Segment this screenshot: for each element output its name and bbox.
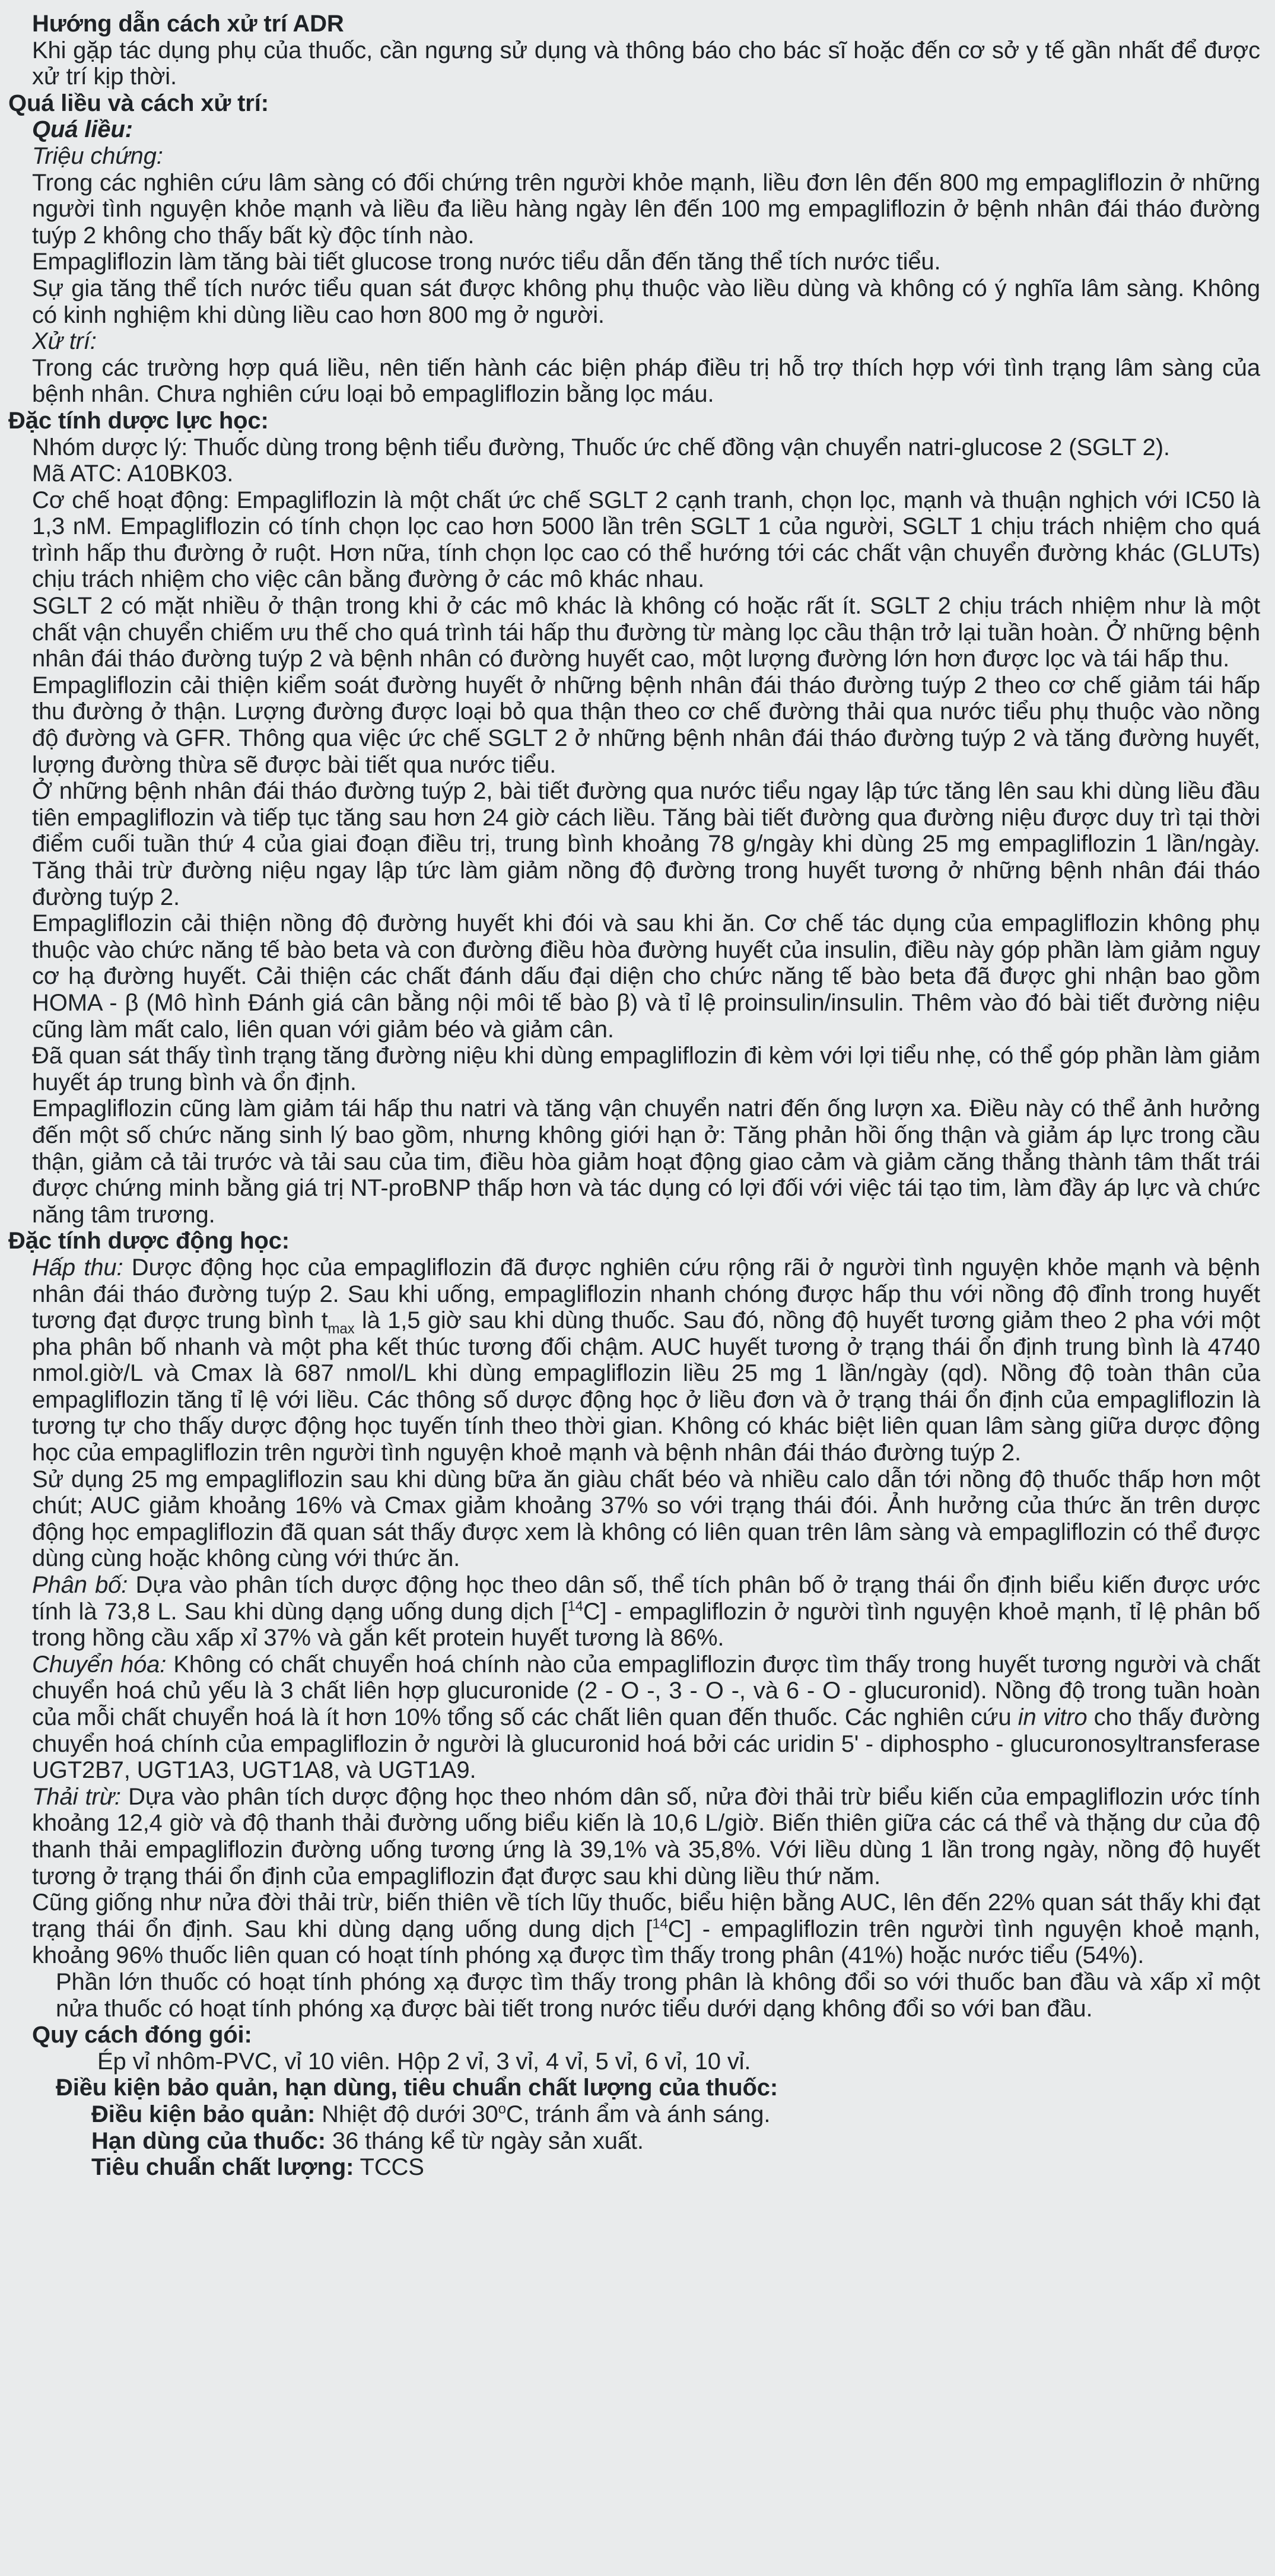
pd-paragraph-4: SGLT 2 có mặt nhiều ở thận trong khi ở các mô khác là không có hoặc rất ít. SGLT 2 chịu trách nhiệm như là một chất vận chuyển chiếm ưu thế cho quá trình tái hấp thu đường từ màng lọc cầu thận trở lại tuần hoàn. Ở những bệnh nhân đái tháo đường tuýp 2 và bệnh nhân có đường huyết cao, một lượng đường lớn hơn được lọc và tái hấp thu.	[32, 593, 1260, 672]
elimination-p2-text-a: Cũng giống như nửa đời thải trừ, biến thiên về tích lũy thuốc, biểu hiện bằng AUC, lên đến 22% quan sát thấy khi đạt trạng thái ổn định. Sau khi dùng dạng uống dung dịch [	[32, 1889, 1260, 1942]
adr-text: Khi gặp tác dụng phụ của thuốc, cần ngưng sử dụng và thông báo cho bác sĩ hoặc đến cơ sở y tế gần nhất để được xử trí kịp thời.	[32, 37, 1260, 90]
absorption-label: Hấp thu:	[32, 1254, 123, 1281]
treatment-text: Trong các trường hợp quá liều, nên tiến hành các biện pháp điều trị hỗ trợ thích hợp với tình trạng lâm sàng của bệnh nhân. Chưa nghiên cứu loại bỏ empagliflozin bằng lọc máu.	[32, 354, 1260, 408]
metabolism-text-a: Không có chất chuyển hoá chính nào của empagliflozin được tìm thấy trong huyết tương người và chất chuyển hoá chủ yếu là 3 chất liên hợp glucuronide (2 - O -, 3 - O -, và 6 - O - glucuronid). Nồng độ trong tuần hoàn của mỗi chất chuyển hoá là ít hơn 10% tổng số các chất liên quan đến thuốc. Các nghiên cứu	[32, 1651, 1260, 1730]
pd-paragraph-7: Empagliflozin cải thiện nồng độ đường huyết khi đói và sau khi ăn. Cơ chế tác dụng của empagliflozin không phụ thuộc vào chức năng tế bào beta và con đường điều hòa đường huyết của insulin, điều này góp phần làm giảm nguy cơ hạ đường huyết. Cải thiện các chất đánh dấu đại diện cho chức năng tế bào beta đã được ghi nhận bao gồm HOMA - β (Mô hình Đánh giá cân bằng nội môi tế bào β) và tỉ lệ proinsulin/insulin. Thêm vào đó bài tiết đường niệu cũng làm mất calo, liên quan với giảm béo và giảm cân.	[32, 910, 1260, 1043]
pd-paragraph-6: Ở những bệnh nhân đái tháo đường tuýp 2, bài tiết đường qua nước tiểu ngay lập tức tăng lên sau khi dùng liều đầu tiên empagliflozin và tiếp tục tăng sau hơn 24 giờ cách liều. Tăng bài tiết đường qua đường niệu được duy trì tại thời điểm cuối tuần thứ 4 của giai đoạn điều trị, trung bình khoảng 78 g/ngày khi dùng 25 mg empagliflozin 1 lần/ngày. Tăng thải trừ đường niệu ngay lập tức làm giảm nồng độ đường trong huyết tương ở những bệnh nhân đái tháo đường tuýp 2.	[32, 778, 1260, 910]
adr-heading: Hướng dẫn cách xử trí ADR	[32, 11, 344, 37]
elimination-isotope-sup: 14	[652, 1916, 668, 1932]
pd-paragraph-9: Empagliflozin cũng làm giảm tái hấp thu natri và tăng vận chuyển natri đến ống lượn xa. Điều này có thể ảnh hưởng đến một số chức năng sinh lý bao gồm, nhưng không giới hạn ở: Tăng phản hồi ống thận và giảm áp lực trong cầu thận, giảm cả tải trước và tải sau của tim, điều hòa giảm hoạt động giao cảm và giảm căng thẳng thành tâm thất trái được chứng minh bằng giá trị NT-proBNP thấp hơn và tác dụng có lợi đối với việc tái tạo tim, làm đầy áp lực và chức năng tâm trương.	[32, 1095, 1260, 1228]
symptoms-label: Triệu chứng:	[32, 142, 163, 169]
treatment-label: Xử trí:	[32, 328, 97, 355]
elimination-label: Thải trừ:	[32, 1783, 121, 1810]
pk-absorption	[8, 1254, 1260, 1466]
storage-condition	[8, 2101, 1260, 2128]
pk-elimination-3: Phần lớn thuốc có hoạt tính phóng xạ được tìm thấy trong phân là không đổi so với thuốc ban đầu và xấp xỉ một nửa thuốc có hoạt tính phóng xạ được bài tiết trong nước tiểu dưới dạng không đổi so với ban đầu.	[56, 1968, 1260, 2022]
pd-paragraph-3: Cơ chế hoạt động: Empagliflozin là một chất ức chế SGLT 2 cạnh tranh, chọn lọc, mạnh và thuận nghịch với IC50 là 1,3 nM. Empagliflozin có tính chọn lọc cao hơn 5000 lần trên SGLT 1 của người, SGLT 1 chịu trách nhiệm cho quá trình hấp thu đường ở ruột. Hơn nữa, tính chọn lọc cao có thể hướng tới các chất vận chuyển đường khác (GLUTs) chịu trách nhiệm cho việc cân bằng đường ở các mô khác nhau.	[32, 487, 1260, 593]
pd-atc-code: Mã ATC: A10BK03.	[32, 460, 234, 487]
leaflet-page	[8, 11, 1260, 2181]
metabolism-text-b: cho thấy đường chuyển hoá chính của empagliflozin ở người là glucuronid hoá bởi các uridin 5' - diphospho - glucuronosyltransferase UGT2B7, UGT1A3, UGT1A8, và UGT1A9.	[32, 1704, 1260, 1784]
shelf-life	[8, 2128, 1260, 2155]
absorption-tmax-sub: max	[328, 1321, 355, 1338]
elimination-p2-text-b: C] - empagliflozin trên người tình nguyện khoẻ mạnh, khoảng 96% thuốc liên quan có hoạt tính phóng xạ được tìm thấy trong phân (41%) hoặc nước tiểu (54%).	[32, 1916, 1260, 1969]
pk-metabolism	[8, 1651, 1260, 1784]
pk-elimination-2	[8, 1889, 1260, 1969]
pharmacodynamics-heading: Đặc tính dược lực học:	[8, 407, 269, 434]
overdose-heading: Quá liều và cách xử trí:	[8, 90, 269, 116]
pk-food-effect: Sử dụng 25 mg empagliflozin sau khi dùng bữa ăn giàu chất béo và nhiều calo dẫn tới nồng độ thuốc thấp hơn một chút; AUC giảm khoảng 16% và Cmax giảm khoảng 37% so với trạng thái đói. Ảnh hưởng của thức ăn trên dược động học empagliflozin đã quan sát thấy được xem là không có liên quan trên lâm sàng và empagliflozin có thể được dùng cùng hoặc không cùng với thức ăn.	[32, 1466, 1260, 1572]
distribution-label: Phân bố:	[32, 1572, 128, 1599]
distribution-text-a: Dựa vào phân tích dược động học theo dân số, thể tích phân bố ở trạng thái ổn định biểu kiến được ước tính là 73,8 L. Sau khi dùng dạng uống dung dịch [	[32, 1572, 1260, 1625]
metabolism-label: Chuyển hóa:	[32, 1651, 167, 1678]
quality-standard-text: TCCS	[354, 2154, 424, 2181]
elimination-text: Dựa vào phân tích dược động học theo nhóm dân số, nửa đời thải trừ biểu kiến của empagliflozin ước tính khoảng 12,4 giờ và độ thanh thải đường uống biểu kiến là 10,6 L/giờ. Biến thiên giữa các cá thể và thặng dư của độ thanh thải empagliflozin đường uống tương ứng là 39,1% và 35,8%. Với liều dùng 1 lần trong ngày, nồng độ huyết tương ở trạng thái ổn định của empagliflozin đạt được sau khi dùng liều thứ năm.	[32, 1783, 1260, 1889]
pharmacokinetics-heading: Đặc tính dược động học:	[8, 1228, 290, 1254]
pd-paragraph-5: Empagliflozin cải thiện kiểm soát đường huyết ở những bệnh nhân đái tháo đường tuýp 2 theo cơ chế giảm tái hấp thu đường ở thận. Lượng đường được loại bỏ qua thận theo cơ chế đường thải qua nước tiểu phụ thuộc vào nồng độ đường và GFR. Thông qua việc ức chế SGLT 2 ở những bệnh nhân đái tháo đường tuýp 2 và tăng đường huyết, lượng đường thừa sẽ được bài tiết qua nước tiểu.	[32, 672, 1260, 778]
pk-distribution	[8, 1572, 1260, 1651]
pd-paragraph-1: Nhóm dược lý: Thuốc dùng trong bệnh tiểu đường, Thuốc ức chế đồng vận chuyển natri-glucose 2 (SGLT 2).	[32, 434, 1170, 460]
distribution-isotope-sup: 14	[567, 1598, 583, 1615]
pk-elimination	[8, 1784, 1260, 1889]
storage-condition-text-a: Nhiệt độ dưới 30	[315, 2101, 498, 2127]
absorption-text-a: Dược động học của empagliflozin đã được nghiên cứu rộng rãi ở người tình nguyện khỏe mạnh và bệnh nhân đái tháo đường tuýp 2. Sau khi uống, empagliflozin nhanh chóng được hấp thu với nồng độ đỉnh trong huyết tương đạt được trung bình t	[32, 1254, 1261, 1334]
metabolism-in-vitro: in vitro	[1018, 1704, 1088, 1730]
symptoms-paragraph-3: Sự gia tăng thể tích nước tiểu quan sát được không phụ thuộc vào liều dùng và không có ý nghĩa lâm sàng. Không có kinh nghiệm khi dùng liều cao hơn 800 mg ở người.	[32, 275, 1260, 328]
quality-standard	[8, 2154, 1260, 2181]
absorption-text-b: là 1,5 giờ sau khi dùng thuốc. Sau đó, nồng độ huyết tương giảm theo 2 pha với một pha phân bố nhanh và một pha kết thúc tương đối chậm. AUC huyết tương ở trạng thái ổn định trung bình là 4740 nmol.giờ/L và Cmax là 687 nmol/L khi dùng empagliflozin liều 25 mg 1 lần/ngày (qd). Nồng độ toàn thân của empagliflozin tăng tỉ lệ với liều. Các thông số dược động học ở liều đơn và ở trạng thái ổn định của empagliflozin là tương tự cho thấy dược động học tuyến tính theo thời gian. Không có khác biệt liên quan lâm sàng giữa dược động học của empagliflozin trên người tình nguyện khoẻ mạnh và bệnh nhân đái tháo đường tuýp 2.	[32, 1307, 1260, 1466]
storage-degree-sup: o	[498, 2101, 506, 2117]
storage-condition-label: Điều kiện bảo quản:	[91, 2101, 316, 2127]
storage-condition-text-b: C, tránh ẩm và ánh sáng.	[505, 2101, 771, 2127]
packaging-text: Ép vỉ nhôm-PVC, vỉ 10 viên. Hộp 2 vỉ, 3 vỉ, 4 vỉ, 5 vỉ, 6 vỉ, 10 vỉ.	[97, 2048, 751, 2075]
symptoms-paragraph-2: Empagliflozin làm tăng bài tiết glucose trong nước tiểu dẫn đến tăng thể tích nước tiểu.	[32, 249, 941, 275]
overdose-subheading: Quá liều:	[32, 116, 133, 143]
distribution-text-b: C] - empagliflozin ở người tình nguyện khoẻ mạnh, tỉ lệ phân bố trong hồng cầu xấp xỉ 37% và gắn kết protein huyết tương là 86%.	[32, 1598, 1260, 1651]
shelf-life-label: Hạn dùng của thuốc:	[91, 2127, 326, 2154]
storage-heading: Điều kiện bảo quản, hạn dùng, tiêu chuẩn chất lượng của thuốc:	[56, 2075, 778, 2101]
pd-paragraph-8: Đã quan sát thấy tình trạng tăng đường niệu khi dùng empagliflozin đi kèm với lợi tiểu nhẹ, có thể góp phần làm giảm huyết áp trung bình và ổn định.	[32, 1043, 1260, 1095]
shelf-life-text: 36 tháng kể từ ngày sản xuất.	[325, 2127, 644, 2154]
symptoms-paragraph-1: Trong các nghiên cứu lâm sàng có đối chứng trên người khỏe mạnh, liều đơn lên đến 800 mg empagliflozin ở những người tình nguyện khỏe mạnh và liều đa liều hàng ngày lên đến 100 mg empagliflozin ở bệnh nhân đái tháo đường tuýp 2 không cho thấy bất kỳ độc tính nào.	[32, 169, 1260, 249]
packaging-heading: Quy cách đóng gói:	[32, 2022, 252, 2048]
quality-standard-label: Tiêu chuẩn chất lượng:	[91, 2154, 354, 2181]
